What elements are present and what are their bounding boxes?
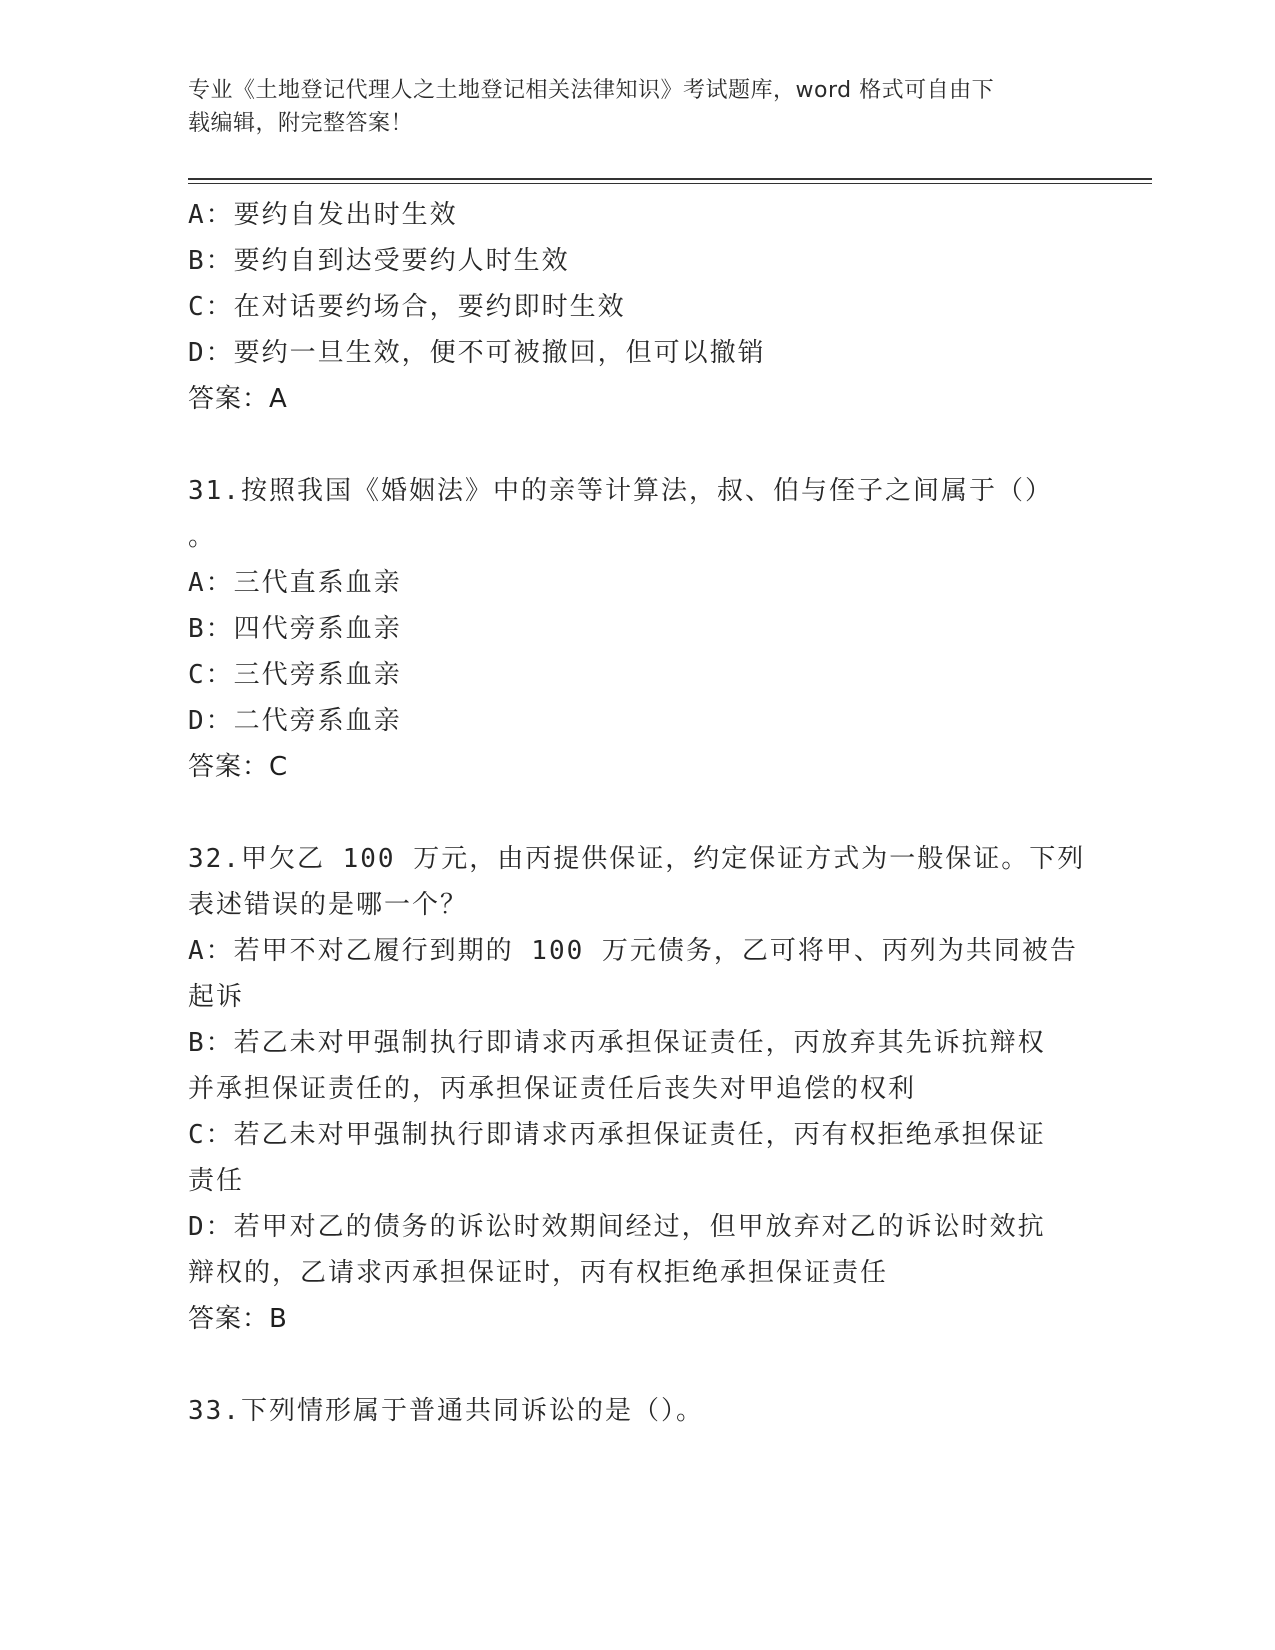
question-content (188, 192, 1088, 1434)
spacer (188, 790, 1088, 836)
q32-option-c-line-2: 责任 (188, 1166, 245, 1196)
header-line-1: 专业《土地登记代理人之土地登记相关法律知识》考试题库，word 格式可自由下 (188, 78, 995, 103)
q31-stem-line-1: 31.按照我国《婚姻法》中的亲等计算法，叔、伯与侄子之间属于（） (188, 476, 1053, 506)
q33-stem-line-1: 33.下列情形属于普通共同诉讼的是（）。 (188, 1396, 704, 1426)
q32-option-c-line-1: C：若乙未对甲强制执行即请求丙承担保证责任，丙有权拒绝承担保证 (188, 1120, 1046, 1150)
q32-option-d-line-2: 辩权的，乙请求丙承担保证时，丙有权拒绝承担保证责任 (188, 1258, 889, 1288)
spacer (188, 422, 1088, 468)
q32-option-a-line-1: A：若甲不对乙履行到期的 100 万元债务，乙可将甲、丙列为共同被告 (188, 936, 1078, 966)
q32-answer: 答案：B (188, 1304, 288, 1334)
q30-answer: 答案：A (188, 384, 288, 414)
q32-stem-line-2: 表述错误的是哪一个？ (188, 890, 469, 920)
q32-stem-line-1: 32.甲欠乙 100 万元，由丙提供保证，约定保证方式为一般保证。下列 (188, 844, 1086, 874)
q32-option-b-line-1: B：若乙未对甲强制执行即请求丙承担保证责任，丙放弃其先诉抗辩权 (188, 1028, 1046, 1058)
q30-option-b: B：要约自到达受要约人时生效 (188, 246, 570, 276)
q32-option-b-line-2: 并承担保证责任的，丙承担保证责任后丧失对甲追偿的权利 (188, 1074, 917, 1104)
q32-option-d-line-1: D：若甲对乙的债务的诉讼时效期间经过，但甲放弃对乙的诉讼时效抗 (188, 1212, 1046, 1242)
header-line-2: 载编辑，附完整答案！ (188, 111, 414, 136)
question-33 (188, 1388, 1088, 1434)
header-divider-thick (188, 178, 1152, 180)
question-30 (188, 192, 1088, 422)
q30-option-d: D：要约一旦生效，便不可被撤回，但可以撤销 (188, 338, 766, 368)
q31-option-d: D：二代旁系血亲 (188, 706, 402, 736)
question-32 (188, 836, 1088, 1342)
q32-option-a-line-2: 起诉 (188, 982, 245, 1012)
q30-option-c: C：在对话要约场合，要约即时生效 (188, 292, 626, 322)
spacer (188, 1342, 1088, 1388)
q31-option-a: A：三代直系血亲 (188, 568, 402, 598)
question-31 (188, 468, 1088, 790)
q31-option-b: B：四代旁系血亲 (188, 614, 402, 644)
q31-option-c: C：三代旁系血亲 (188, 660, 402, 690)
document-header (188, 74, 1088, 140)
q30-option-a: A：要约自发出时生效 (188, 200, 458, 230)
q31-stem-line-2: 。 (188, 522, 217, 552)
header-divider-thin (188, 183, 1152, 184)
q31-answer: 答案：C (188, 752, 289, 782)
